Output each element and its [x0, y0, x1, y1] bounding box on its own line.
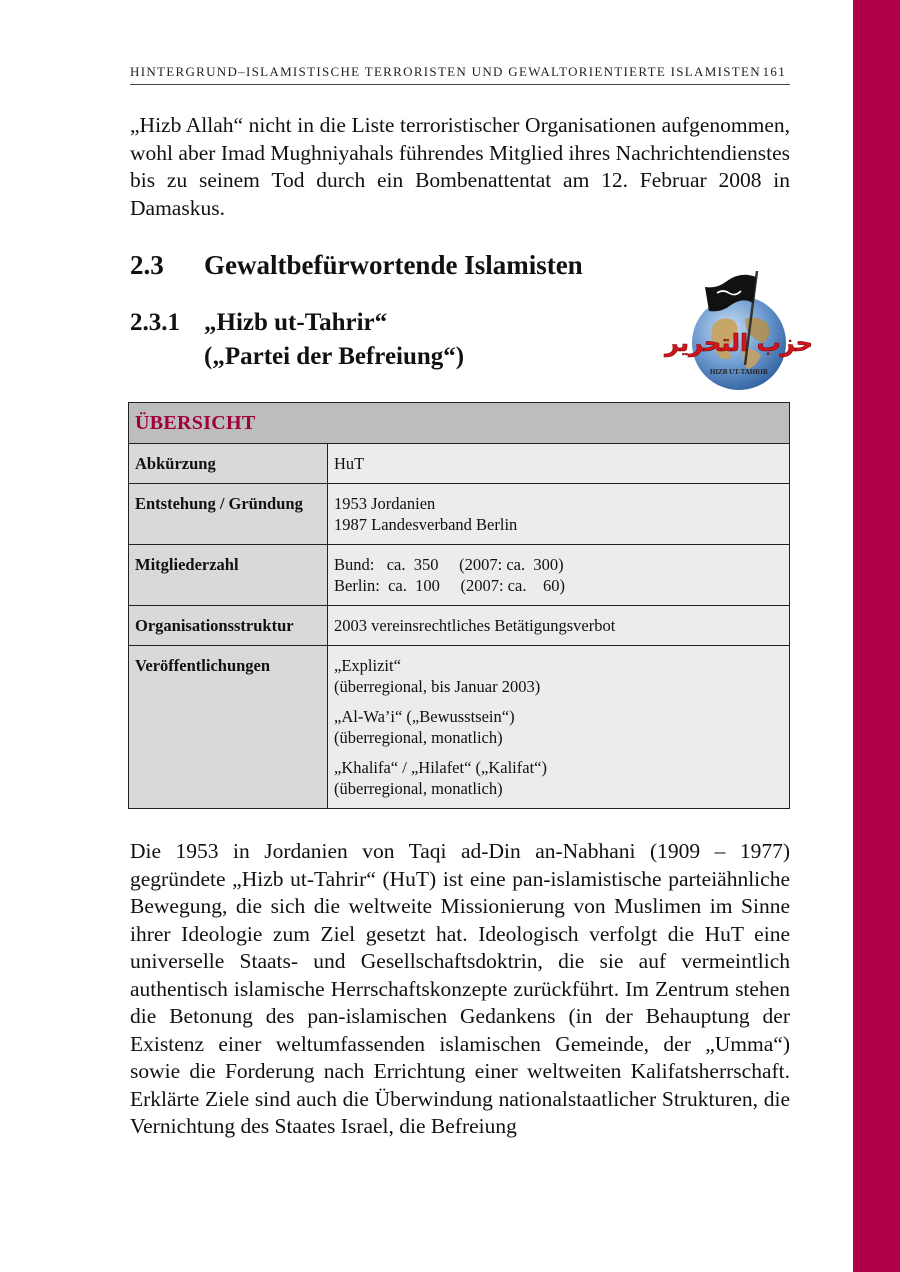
publication-title: „Al-Wa’i“ („Bewusstsein“): [334, 707, 515, 726]
publication-note: (überregional, monatlich): [334, 728, 503, 747]
running-header: [130, 64, 790, 85]
overview-heading: ÜBERSICHT: [129, 403, 790, 444]
header-title: HINTERGRUND–ISLAMISTISCHE TERRORISTEN UND GEWALTORIENTIERTE ISLAMISTEN: [130, 64, 761, 79]
publication-item: [334, 706, 783, 748]
table-row-founding: [129, 484, 790, 545]
publication-item: [334, 655, 783, 697]
structure-label: Organisationsstruktur: [129, 606, 328, 646]
overview-table: [128, 402, 790, 809]
sidebar-accent-bar: [853, 0, 900, 1272]
structure-value: 2003 vereinsrechtliches Betätigungsverbot: [328, 606, 790, 646]
globe-flag-logo-icon: [665, 265, 813, 391]
hizb-ut-tahrir-logo: [665, 265, 813, 391]
abbreviation-value: HuT: [328, 444, 790, 484]
section-number: 2.3: [130, 250, 164, 280]
founding-label: Entstehung / Gründung: [129, 484, 328, 545]
table-row-publications: [129, 646, 790, 809]
table-row-structure: [129, 606, 790, 646]
section-title: Gewaltbefürwortende Islamisten: [204, 250, 583, 280]
table-row-abbreviation: [129, 444, 790, 484]
subsection-heading: [130, 306, 464, 374]
publication-note: (überregional, bis Januar 2003): [334, 677, 541, 696]
members-line-berlin: Berlin: ca. 100 (2007: ca. 60): [334, 576, 565, 595]
founding-line: 1987 Landesverband Berlin: [334, 515, 518, 534]
publication-title: „Explizit“: [334, 656, 401, 675]
subsection-title-line2: („Partei der Befreiung“): [204, 343, 465, 370]
publication-item: [334, 757, 783, 799]
page-number: 161: [762, 64, 786, 79]
founding-line: 1953 Jordanien: [334, 494, 436, 513]
publications-value: [328, 646, 790, 809]
members-line-federal: Bund: ca. 350 (2007: ca. 300): [334, 555, 564, 574]
subsection-number: 2.3.1: [130, 309, 180, 336]
table-row-members: [129, 545, 790, 606]
publication-title: „Khalifa“ / „Hilafet“ („Kalifat“): [334, 758, 547, 777]
logo-arabic-text: حزب التحرير: [665, 329, 813, 357]
members-label: Mitgliederzahl: [129, 545, 328, 606]
main-paragraph: Die 1953 in Jordanien von Taqi ad-Din an-Nabhani (1909 – 1977) gegründete „Hizb ut-Tahrir“ (HuT) ist eine pan-islamistische parteiähnliche Bewegung, die sich die weltweite Missionierung von Muslimen im Sinne ihrer Ideologie zum Ziel gesetzt hat. Ideologisch verfolgt die HuT eine universelle Staats- und Gesellschaftsdoktrin, die sie auf vermeintlich authentisch islamische Herrschaftskonzepte zurückführt. Im Zentrum stehen die Betonung des pan-islamischen Gedankens (in der Behauptung der Existenz einer weltumfassenden islamischen Gemeinde, der „Umma“) sowie die Forderung nach Errichtung einer weltweiten Kalifatsherrschaft. Erklärte Ziele sind auch die Überwindung nationalstaatlicher Strukturen, die Vernichtung des Staates Israel, die Befreiung: [130, 839, 790, 1138]
publication-note: (überregional, monatlich): [334, 779, 503, 798]
publications-label: Veröffentlichungen: [129, 646, 328, 809]
section-heading: [130, 250, 583, 281]
intro-paragraph: „Hizb Allah“ nicht in die Liste terroristischer Organisationen aufgenommen, wohl aber Imad Mughniyahals führendes Mitglied ihres Nachrichtendienstes bis zu seinem Tod durch ein Bombenattentat am 12. Februar 2008 in Damaskus.: [130, 113, 790, 220]
subsection-title-line1: „Hizb ut-Tahrir“: [204, 309, 388, 336]
abbreviation-label: Abkürzung: [129, 444, 328, 484]
logo-caption: HIZB UT-TAHRIR: [709, 368, 769, 376]
founding-value: [328, 484, 790, 545]
members-value: [328, 545, 790, 606]
